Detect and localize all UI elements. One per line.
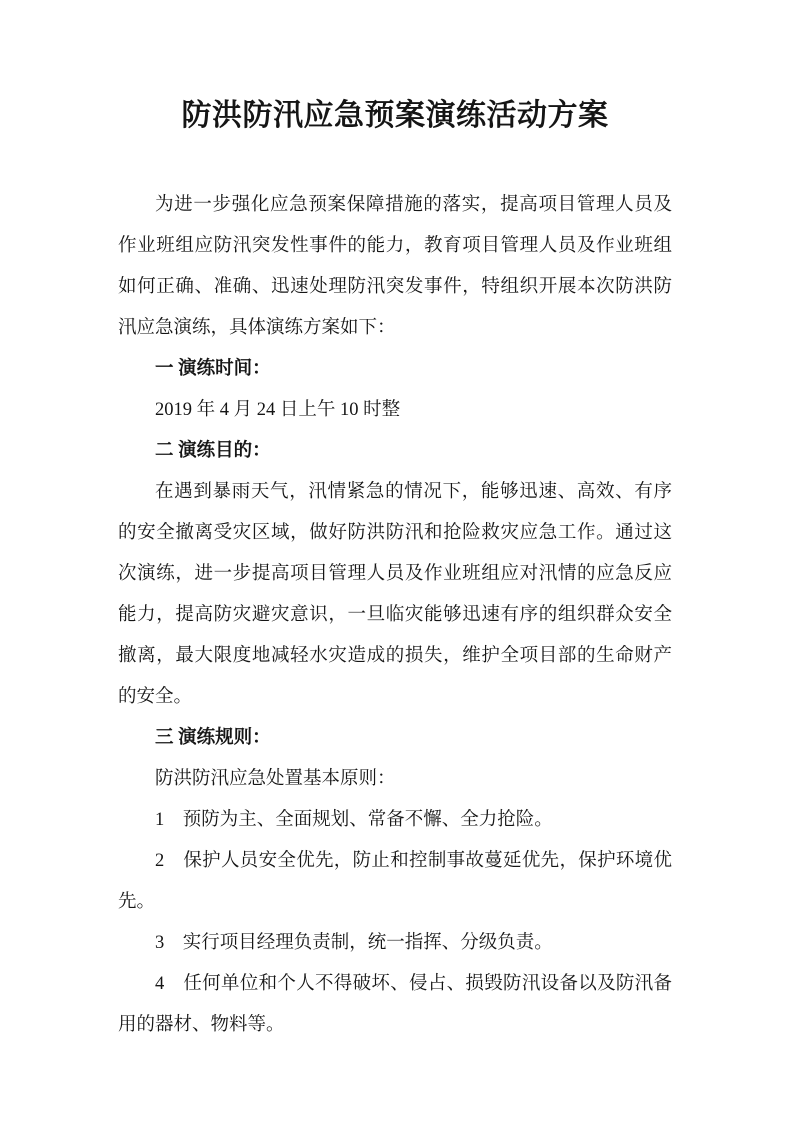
section-time-heading: 一 演练时间：: [155, 359, 271, 379]
rule-item-2: 2 保护人员安全优先，防止和控制事故蔓延优先，保护环境优先。: [118, 851, 672, 912]
section-rules-heading: 三 演练规则：: [155, 728, 271, 748]
intro-paragraph: 为进一步强化应急预案保障措施的落实，提高项目管理人员及作业班组应防汛突发性事件的能力，教育项目管理人员及作业班组如何正确、准确、迅速处理防汛突发事件，特组织开展本次防洪防汛应急演练，具体演练方案如下：: [118, 195, 672, 338]
rule-item-1: 1 预防为主、全面规划、常备不懈、全力抢险。: [155, 810, 553, 830]
rule-item-4: 4 任何单位和个人不得破坏、侵占、损毁防汛设备以及防汛备用的器材、物料等。: [118, 974, 672, 1035]
rule-item-3: 3 实行项目经理负责制，统一指挥、分级负责。: [155, 933, 553, 953]
document-title: 防洪防汛应急预案演练活动方案: [181, 99, 609, 132]
drill-time-value: 2019 年 4 月 24 日上午 10 时整: [155, 400, 401, 420]
purpose-paragraph: 在遇到暴雨天气，汛情紧急的情况下，能够迅速、高效、有序的安全撤离受灾区域，做好防洪防汛和抢险救灾应急工作。通过这次演练，进一步提高项目管理人员及作业班组应对汛情的应急反应能力，提高防灾避灾意识，一旦临灾能够迅速有序的组织群众安全撤离，最大限度地减轻水灾造成的损失，维护全项目部的生命财产的安全。: [118, 482, 672, 707]
rules-principles-intro: 防洪防汛应急处置基本原则：: [155, 769, 396, 789]
section-purpose-heading: 二 演练目的：: [155, 441, 271, 461]
